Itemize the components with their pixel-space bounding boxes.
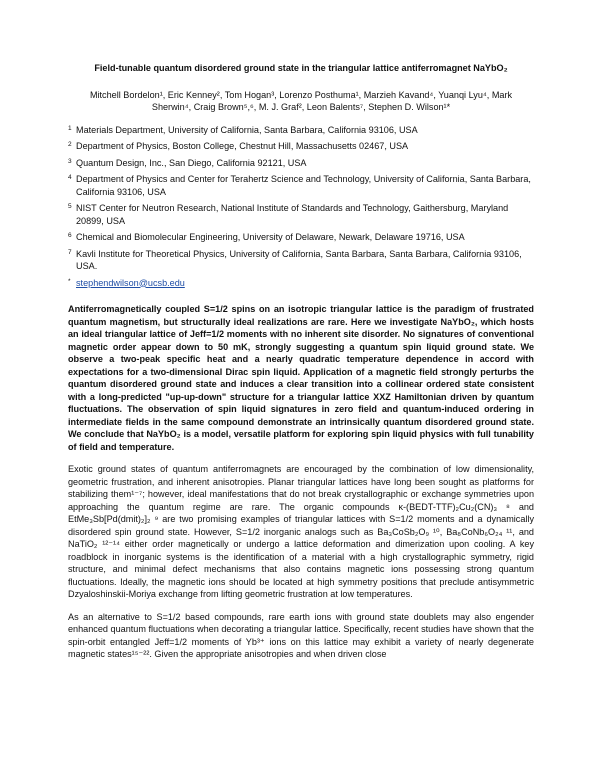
affiliation-item [68,248,534,273]
body-paragraph-1: Exotic ground states of quantum antiferromagnets are encouraged by the combination of low dimensionality, geometric frustration, and inherent anisotropies. Planar triangular lattices have long been sought as platforms for stabilizing them¹⁻⁷; however, ideal manifestations that do not break crystallographic or exchange symmetries upon approaching the quantum regime are rare. The organic compounds κ-(BEDT-TTF)₂Cu₂(CN)₃ ⁸ and EtMe₃Sb[Pd(dmit)₂]₂ ⁹ are two promising examples of triangular lattices with S=1/2 moments and a dynamically disordered spin ground state. However, S=1/2 inorganic analogs such as Ba₃CoSb₂O₉ ¹⁰, Ba₈CoNb₆O₂₄ ¹¹, and NaTiO₂ ¹²⁻¹⁴ either order magnetically or undergo a lattice deformation and dimerization upon cooling. A key roadblock in inorganic systems is the identification of a material with a high crystallographic symmetry, rigid structure, and minimal defect mechanisms that also contains magnetic ions possessing strong quantum fluctuations. Ideally, the magnetic ions should be located at high symmetry positions that preclude antisymmetric Dzyaloshinskii-Moriya exchange from lifting geometric frustration at low temperatures. [68,464,534,599]
affiliation-number: 3 [68,157,72,165]
affiliation-text: Department of Physics and Center for Terahertz Science and Technology, University of California, Santa Barbara, California 93106, USA [76,174,531,197]
email-marker: * [68,277,71,285]
affiliation-text: NIST Center for Neutron Research, National Institute of Standards and Technology, Gaithersburg, Maryland 20899, USA [76,203,509,226]
corresponding-email-line [68,277,534,290]
affiliation-list [68,124,534,290]
affiliation-number: 2 [68,141,72,148]
affiliation-number: 1 [68,124,72,132]
affiliation-item [68,202,534,227]
affiliation-item [68,157,534,170]
affiliation-item [68,124,534,137]
abstract: Antiferromagnetically coupled S=1/2 spins on an isotropic triangular lattice is the paradigm of frustrated quantum magnetism, but structurally ideal realizations are rare. Here we investigate NaYbO₂, which hosts an ideal triangular lattice of Jeff=1/2 moments with no inherent site disorder. No signatures of conventional magnetic order appear down to 50 mK, strongly suggesting a quantum spin liquid ground state. We observe a two-peak specific heat and a nearly quadratic temperature dependence in accord with expectations for a two-dimensional Dirac spin liquid. Application of a magnetic field strongly perturbs the quantum disordered ground state and induces a clear transition into a collinear ordered state consistent with a long-predicted "up-up-down" structure for a triangular lattice XXZ Hamiltonian driven by quantum fluctuations. The observation of spin liquid signatures in zero field and quantum-induced ordering in intermediate fields in the same compound demonstrate an intrinsically quantum disordered ground state. We conclude that NaYbO₂ is a model, versatile platform for exploring spin liquid physics with full tunability of field and temperature. [68,304,534,452]
email-link[interactable]: stephendwilson@ucsb.edu [76,277,185,288]
affiliation-item [68,140,534,153]
body-paragraph-2: As an alternative to S=1/2 based compounds, rare earth ions with ground state doublets may also engender enhanced quantum fluctuations when decorating a triangular lattice. Specifically, recent studies have shown that the spin-orbit entangled Jeff=1/2 moments of Yb³⁺ ions on this lattice may exhibit a variety of nearly degenerate magnetic states¹⁵⁻²². Given the appropriate anisotropies and when driven close [68,611,534,659]
affiliation-text: Quantum Design, Inc., San Diego, California 92121, USA [76,157,307,168]
affiliation-text: Department of Physics, Boston College, Chestnut Hill, Massachusetts 02467, USA [76,141,409,151]
affiliation-text: Chemical and Biomolecular Engineering, University of Delaware, Newark, Delaware 19716, USA [76,232,465,242]
affiliation-text: Materials Department, University of California, Santa Barbara, California 93106, USA [76,124,418,135]
affiliation-number: 7 [68,248,72,256]
affiliation-item [68,173,534,198]
affiliation-number: 4 [68,174,72,181]
affiliation-number: 6 [68,232,72,239]
author-list: Mitchell Bordelon¹, Eric Kenney², Tom Hogan³, Lorenzo Posthuma¹, Marzieh Kavand⁴, Yuanqi Lyu⁴, Mark Sherwin⁴, Craig Brown⁵,⁶, M. J. Graf², Leon Balents⁷, Stephen D. Wilson¹* [89,89,513,112]
paper-title: Field-tunable quantum disordered ground state in the triangular lattice antiferromagnet NaYbO₂ [94,63,508,73]
affiliation-number: 5 [68,203,72,210]
affiliation-item [68,231,534,244]
affiliation-text: Kavli Institute for Theoretical Physics, University of California, Santa Barbara, Santa Barbara, California 93106, USA. [76,248,522,271]
